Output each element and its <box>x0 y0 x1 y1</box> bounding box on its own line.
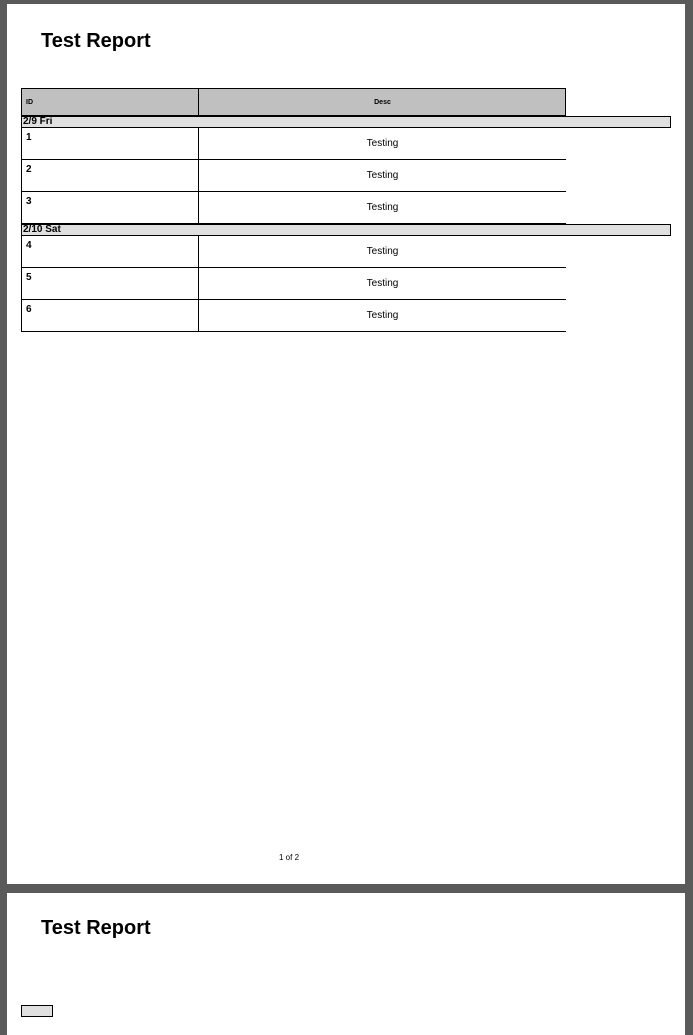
table-header-row <box>21 88 566 116</box>
report-page-2 <box>7 893 685 1035</box>
report-title-page-2: Test Report <box>41 917 151 939</box>
cell-desc: Testing <box>198 236 566 267</box>
cell-id: 4 <box>26 240 32 251</box>
cell-desc: Testing <box>198 300 566 331</box>
cell-id: 5 <box>26 272 32 283</box>
report-page-1 <box>7 4 685 884</box>
report-table <box>21 88 671 332</box>
table-row <box>21 192 566 224</box>
table-row <box>21 128 566 160</box>
column-header-id: ID <box>26 98 33 106</box>
table-row <box>21 268 566 300</box>
cell-desc: Testing <box>198 192 566 223</box>
table-row <box>21 300 566 332</box>
cell-desc: Testing <box>198 128 566 159</box>
cell-desc: Testing <box>198 268 566 299</box>
table-row <box>21 160 566 192</box>
cell-id: 3 <box>26 196 32 207</box>
cell-id: 6 <box>26 304 32 315</box>
table-row <box>21 236 566 268</box>
group-header-row: 2/9 Fri <box>21 116 671 128</box>
group-header-row: 2/10 Sat <box>21 224 671 236</box>
page-number: 1 of 2 <box>279 853 300 862</box>
cell-id: 1 <box>26 132 32 143</box>
cell-id: 2 <box>26 164 32 175</box>
table-fragment <box>21 1005 53 1017</box>
column-header-desc: Desc <box>198 89 566 115</box>
cell-desc: Testing <box>198 160 566 191</box>
report-title: Test Report <box>41 30 151 52</box>
